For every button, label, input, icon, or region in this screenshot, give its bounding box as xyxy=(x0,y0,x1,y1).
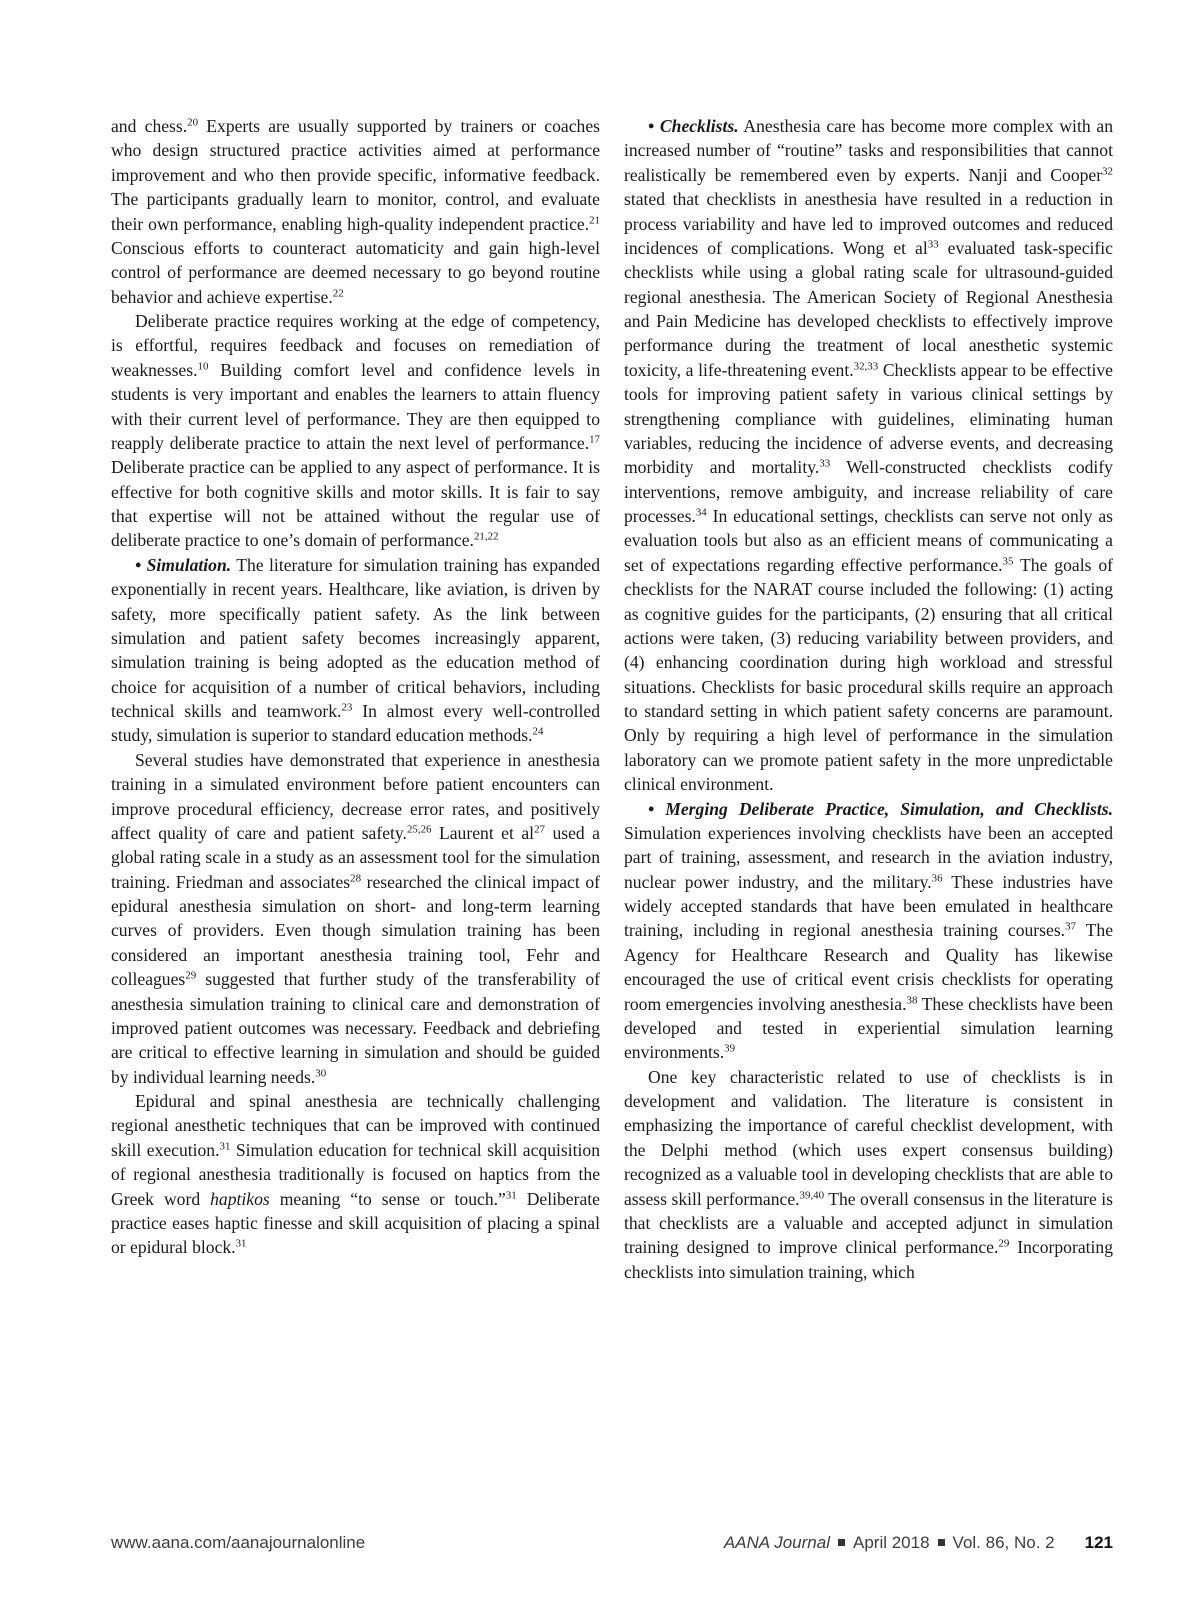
paragraph xyxy=(624,797,1113,1065)
reference-superscript: 29 xyxy=(998,1237,1010,1250)
reference-superscript: 36 xyxy=(931,871,943,884)
reference-superscript: 32 xyxy=(1102,165,1113,177)
journal-url[interactable]: www.aana.com/aanajournalonline xyxy=(111,1533,366,1552)
reference-superscript: 22 xyxy=(332,286,344,299)
volume-issue: Vol. 86, No. 2 xyxy=(952,1533,1055,1552)
reference-superscript: 21 xyxy=(589,213,600,226)
reference-superscript: 33 xyxy=(819,457,831,470)
text-run: meaning “to sense or touch.” xyxy=(269,1188,506,1209)
reference-superscript: 31 xyxy=(505,1188,517,1201)
reference-superscript: 32,33 xyxy=(853,360,879,372)
reference-superscript: 30 xyxy=(315,1066,327,1079)
text-run: Conscious efforts to counteract automaticity and gain high-level control of performance are deemed necessary to go beyond routine behavior and achieve expertise. xyxy=(111,237,600,307)
text-run: The Agency for Healthcare Research and Quality has likewise encouraged the use of critical event crisis checklists for operating room emergencies involving anesthesia. xyxy=(624,920,1113,1014)
text-run: These industries have widely accepted standards that have been emulated in healthcare training, including in regional anesthesia training courses. xyxy=(624,871,1113,941)
right-column xyxy=(624,114,1113,1284)
text-run: These checklists have been developed and tested in experiential simulation learning environments. xyxy=(624,993,1114,1063)
footer-citation xyxy=(724,1533,1113,1553)
text-run: The goals of checklists for the NARAT course included the following: (1) acting as cognitive guides for the participants, (2) ensuring that all critical actions were taken, (3) reducing variability between providers, and (4) enhancing coordination during high workload and stressful situations. Checklists for basic procedural skills require an approach to standard setting in which patient safety concerns are paramount. Only by requiring a high level of performance in the simulation laboratory can we promote patient safety in the more unpredictable clinical environment. xyxy=(624,554,1113,795)
separator-square-icon xyxy=(838,1539,845,1546)
reference-superscript: 33 xyxy=(927,238,939,251)
reference-superscript: 28 xyxy=(350,871,362,884)
paragraph xyxy=(624,114,1113,797)
paragraph xyxy=(624,1065,1113,1284)
journal-name: AANA Journal xyxy=(723,1533,830,1552)
section-heading: • Simulation. xyxy=(135,554,232,575)
page-number: 121 xyxy=(1084,1533,1113,1552)
text-run: researched the clinical impact of epidural anesthesia simulation on short- and long-term learning curves of providers. Even though simulation training has been considered an important anesthesia training tool, Fehr and colleagues xyxy=(111,871,601,990)
paragraph xyxy=(111,309,600,553)
reference-superscript: 20 xyxy=(187,116,199,129)
paragraph xyxy=(111,1089,600,1260)
reference-superscript: 38 xyxy=(906,993,918,1006)
issue-date: April 2018 xyxy=(852,1533,930,1552)
text-run: used a global rating scale in a study as an assessment tool for the simulation training. Friedman and associates xyxy=(111,822,600,892)
section-heading: • Merging Deliberate Practice, Simulation, and Checklists. xyxy=(648,798,1113,819)
reference-superscript: 24 xyxy=(532,725,544,738)
text-run: Incorporating checklists into simulation training, which xyxy=(624,1237,1113,1282)
reference-superscript: 23 xyxy=(341,701,353,714)
reference-superscript: 25,26 xyxy=(406,823,432,836)
text-run: Experts are usually supported by trainers or coaches who design structured practice activities aimed at performance improvement and who then provide specific, informative feedback. The participants gradually learn to monitor, control, and evaluate their own performance, enabling high-quality independent practice. xyxy=(111,116,600,234)
section-heading: • Checklists. xyxy=(648,116,739,136)
text-run: evaluated task-specific checklists while using a global rating scale for ultrasound-guided regional anesthesia. The American Society of Regional Anesthesia and Pain Medicine has developed checklists to effectively improve performance during the treatment of local anesthetic systemic toxicity, a life-threatening event. xyxy=(624,237,1113,380)
text-run: Deliberate practice requires working at the edge of competency, is effortful, requires feedback and focuses on remediation of weaknesses. xyxy=(111,311,600,380)
reference-superscript: 39,40 xyxy=(799,1188,825,1201)
text-run: Anesthesia care has become more complex with an increased number of “routine” tasks and responsibilities that cannot realistically be remembered even by experts. Nanji and Cooper xyxy=(624,116,1113,185)
reference-superscript: 39 xyxy=(724,1042,736,1055)
reference-superscript: 27 xyxy=(534,823,545,836)
text-run: stated that checklists in anesthesia have resulted in a reduction in process variability and have led to improved outcomes and reduced incidences of complications. Wong et al xyxy=(624,189,1113,258)
reference-superscript: 34 xyxy=(695,506,707,519)
paragraph xyxy=(111,553,600,748)
reference-superscript: 31 xyxy=(235,1237,247,1250)
text-run: Simulation experiences involving checklists have been an accepted part of training, assessment, and research in the aviation industry, nuclear power industry, and the military. xyxy=(624,822,1113,892)
text-run: suggested that further study of the transferability of anesthesia simulation training to clinical care and demonstration of improved patient outcomes was necessary. Feedback and debriefing are critical to effective learning in simulation and should be guided by individual learning needs. xyxy=(111,969,600,1087)
text-run: Epidural and spinal anesthesia are technically challenging regional anesthetic techniques that can be improved with continued skill execution. xyxy=(111,1091,600,1160)
text-run: Deliberate practice can be applied to any aspect of performance. It is effective for both cognitive skills and motor skills. It is fair to say that expertise will not be attained without the regular use of deliberate practice to one’s domain of performance. xyxy=(111,457,600,551)
text-run: Laurent et al xyxy=(431,822,535,843)
reference-superscript: 31 xyxy=(219,1140,231,1152)
text-run: Deliberate practice eases haptic finesse and skill acquisition of placing a spinal or epidural block. xyxy=(111,1188,600,1258)
text-run: Several studies have demonstrated that experience in anesthesia training in a simulated environment before patient encounters can improve procedural efficiency, decrease error rates, and positively affect quality of care and patient safety. xyxy=(111,749,600,843)
separator-square-icon xyxy=(938,1539,945,1546)
text-run: and chess. xyxy=(111,116,188,136)
paragraph xyxy=(111,114,600,309)
text-run: Checklists appear to be effective tools for improving patient safety in various clinical settings by strengthening compliance with guidelines, eliminating human variables, reducing the incidence of adverse events, and decreasing morbidity and mortality. xyxy=(624,359,1113,478)
text-run: One key characteristic related to use of checklists is in development and validation. The literature is consistent in emphasizing the importance of careful checklist development, with the Delphi method (which uses expert consensus building) recognized as a valuable tool in developing checklists that are able to assess skill performance. xyxy=(624,1066,1113,1209)
paragraph xyxy=(111,748,600,1089)
reference-superscript: 21,22 xyxy=(473,530,499,543)
reference-superscript: 17 xyxy=(589,433,600,446)
reference-superscript: 10 xyxy=(197,360,209,372)
text-run: In almost every well-controlled study, simulation is superior to standard education methods. xyxy=(111,701,600,746)
text-run: Simulation education for technical skill acquisition of regional anesthesia traditionally is focused on haptics from the Greek word xyxy=(111,1139,600,1209)
left-column xyxy=(111,114,600,1260)
text-run: Well-constructed checklists codify interventions, remove ambiguity, and increase reliability of care processes. xyxy=(624,457,1113,526)
reference-superscript: 35 xyxy=(1002,555,1014,567)
page-footer xyxy=(111,1533,1113,1557)
text-run: In educational settings, checklists can serve not only as evaluation tools but also as an efficient means of communicating a set of expectations regarding effective performance. xyxy=(624,506,1113,575)
text-run: The overall consensus in the literature is that checklists are a valuable and accepted adjunct in simulation training designed to improve clinical performance. xyxy=(624,1188,1113,1258)
italic-term: haptikos xyxy=(210,1188,270,1209)
text-run: Building comfort level and confidence levels in students is very important and enables the learners to attain fluency with their current level of performance. They are then equipped to reapply deliberate practice to attain the next level of performance. xyxy=(111,359,600,453)
reference-superscript: 29 xyxy=(185,969,197,982)
reference-superscript: 37 xyxy=(1065,920,1076,933)
text-run: The literature for simulation training has expanded exponentially in recent years. Healthcare, like aviation, is driven by safety, more specifically patient safety. As the link between simulation and patient safety becomes increasingly apparent, simulation training is being adopted as the education method of choice for acquisition of a number of critical behaviors, including technical skills and teamwork. xyxy=(111,554,600,721)
